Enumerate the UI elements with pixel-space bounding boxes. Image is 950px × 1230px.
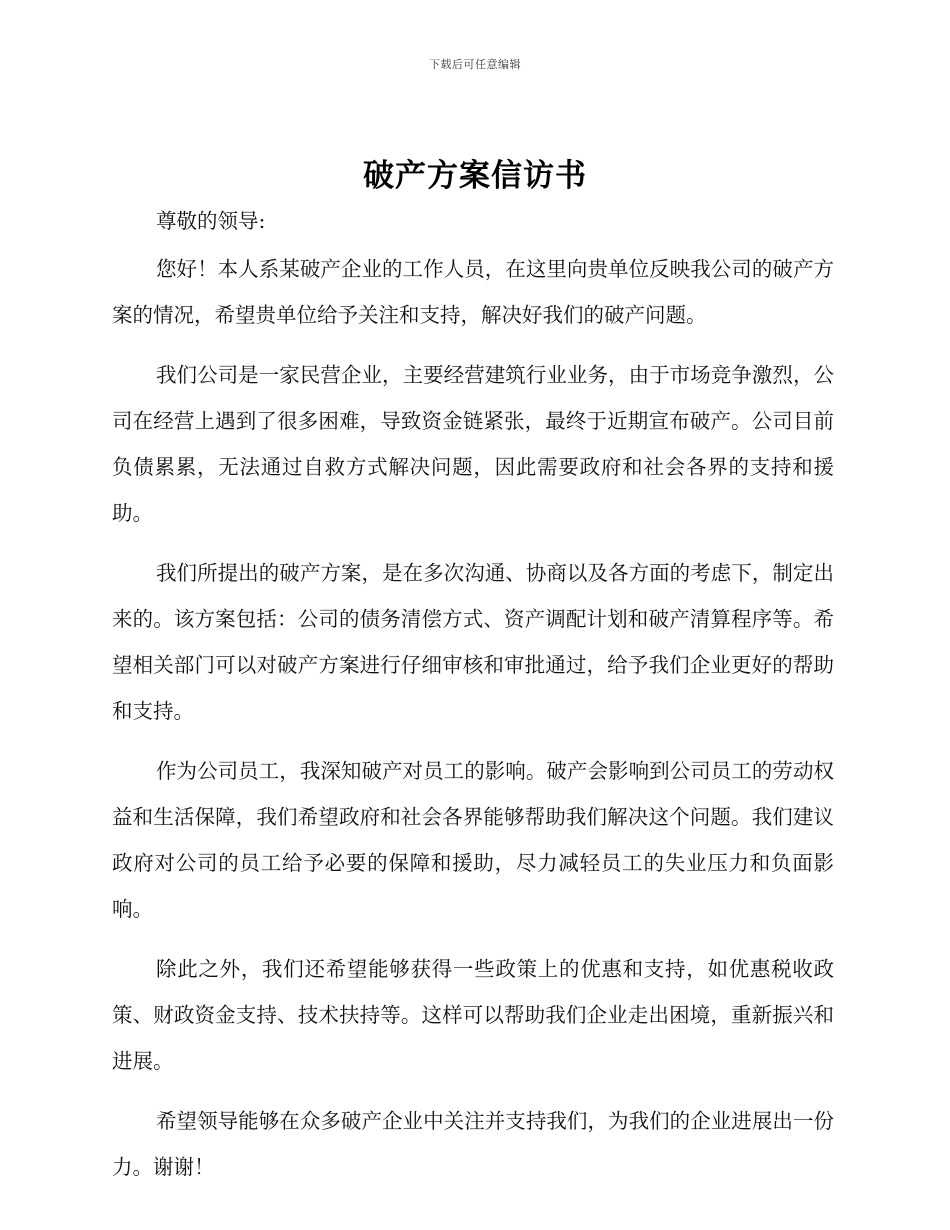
- header-note: 下载后可任意编辑: [429, 58, 521, 71]
- letter-body: [112, 198, 834, 1204]
- salutation: 尊敬的领导:: [156, 209, 266, 233]
- paragraph-employee-impact: 作为公司员工，我深知破产对员工的影响。破产会影响到公司员工的劳动权益和生活保障，我们希望政府和社会各界能够帮助我们解决这个问题。我们建议政府对公司的员工给予必要的保障和援助，尽力减轻员工的失业压力和负面影响。: [112, 759, 834, 921]
- paragraph-company-background: 我们公司是一家民营企业，主要经营建筑行业业务，由于市场竞争激烈，公司在经营上遇到了很多困难，导致资金链紧张，最终于近期宣布破产。公司目前负债累累，无法通过自救方式解决问题，因此需要政府和社会各界的支持和援助。: [112, 363, 834, 525]
- paragraph-greeting: 您好！本人系某破产企业的工作人员，在这里向贵单位反映我公司的破产方案的情况，希望贵单位给予关注和支持，解决好我们的破产问题。: [112, 257, 834, 327]
- paragraph-closing: 希望领导能够在众多破产企业中关注并支持我们，为我们的企业进展出一份力。谢谢！: [112, 1109, 834, 1179]
- paragraph-bankruptcy-plan: 我们所提出的破产方案，是在多次沟通、协商以及各方面的考虑下，制定出来的。该方案包括：公司的债务清偿方式、资产调配计划和破产清算程序等。希望相关部门可以对破产方案进行仔细审核和审批通过，给予我们企业更好的帮助和支持。: [112, 561, 834, 723]
- paragraph-policy-support: 除此之外，我们还希望能够获得一些政策上的优惠和支持，如优惠税收政策、财政资金支持、技术扶持等。这样可以帮助我们企业走出困境，重新振兴和进展。: [112, 957, 834, 1073]
- document-title: 破产方案信访书: [363, 158, 587, 194]
